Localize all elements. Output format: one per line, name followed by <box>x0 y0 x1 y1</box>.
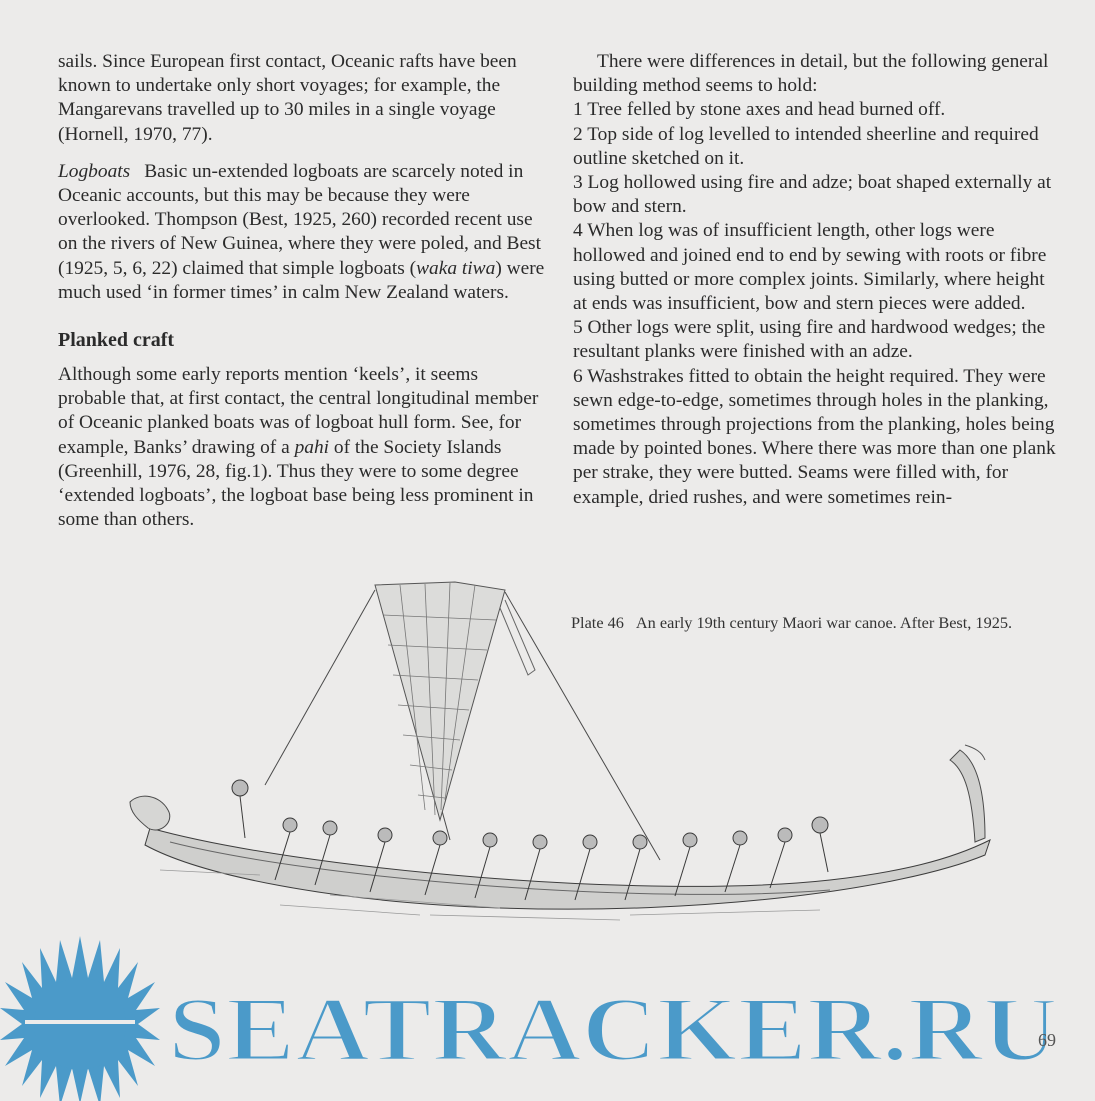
paragraph-planked <box>58 363 550 532</box>
paragraph-rafts: sails. Since European first contact, Oceanic rafts have been known to undertake only short voyages; for example, the Mangarevans travelled up to 30 miles in a single voyage (Hornell, 1970, 77). <box>58 51 517 145</box>
step-2: 2 Top side of log levelled to intended sheerline and required outline sketched on it. <box>573 123 1039 169</box>
waka-tiwa-term: waka tiwa <box>416 257 496 279</box>
step-3: 3 Log hollowed using fire and adze; boat shaped externally at bow and stern. <box>573 172 1052 218</box>
step-5: 5 Other logs were split, using fire and hardwood wedges; the resultant planks were finished with an adze. <box>573 317 1046 363</box>
section-heading-planked-craft: Planked craft <box>58 329 175 352</box>
step-4: 4 When log was of insufficient length, other logs were hollowed and joined end to end by sewing with roots or fibre using butted or more complex joints. Similarly, where height at ends was insufficient, bow and stern pieces were added. <box>573 220 1047 315</box>
logboats-text-a: Basic un-extended logboats are scarcely noted in Oceanic accounts, but this may be because they were overlooked. Thompson (Best, 1925, 260) recorded recent use on the rivers of New Guinea, where they were poled, and Best (1925, 5, 6, 22) claimed that simple logboats ( <box>58 160 541 279</box>
logboats-text-b: ) were much used ‘in former times’ in calm New Zealand waters. <box>58 257 545 303</box>
plate-caption-text: An early 19th century Maori war canoe. After Best, 1925. <box>635 613 1013 632</box>
page-number: 69 <box>1038 1030 1056 1050</box>
seatracker-watermark <box>0 928 1095 1101</box>
logboats-lead: Logboats <box>58 160 131 182</box>
maori-war-canoe-illustration <box>0 570 1095 930</box>
step-1: 1 Tree felled by stone axes and head burned off. <box>573 99 946 121</box>
plate-number: Plate 46 <box>571 613 624 632</box>
sun-burst-logo-icon <box>0 936 160 1101</box>
right-column <box>573 50 1063 510</box>
paragraph-logboats <box>58 160 550 305</box>
watermark-text: SEATRACKER.RU <box>168 978 1058 1080</box>
step-6: 6 Washstrakes fitted to obtain the height required. They were sewn edge-to-edge, sometimes through holes in the planking, sometimes through projections from the planking, holes being made by pointed bones. Where there was more than one plank per strake, they were butted. Seams were filled with, for example, dried rushes, and were sometimes rein- <box>573 365 1056 508</box>
pahi-term: pahi <box>294 436 330 458</box>
planked-text-b: of the Society Islands (Greenhill, 1976, 28, fig.1). Thus they were to some degree ‘extended logboats’, the logboat base being less prominent in some than others. <box>58 436 534 531</box>
paragraph-method-intro: There were differences in detail, but the following general building method seems to hold: <box>573 51 1049 97</box>
left-column <box>58 50 550 532</box>
planked-text-a: Although some early reports mention ‘keels’, it seems probable that, at first contact, the central longitudinal member of Oceanic planked boats was of logboat hull form. See, for example, Banks’ drawing of a <box>58 364 539 458</box>
